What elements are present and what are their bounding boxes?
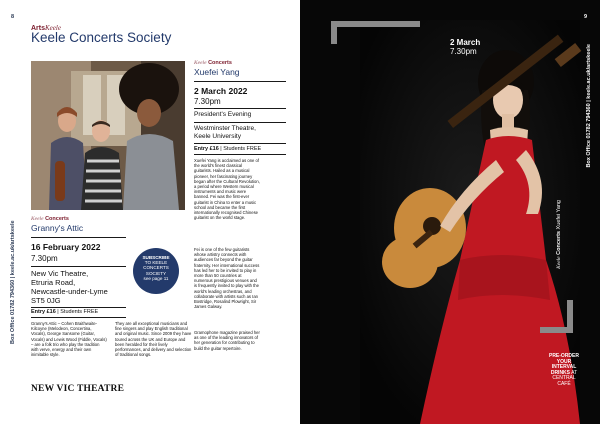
preorder-line: PRE-ORDER xyxy=(548,353,579,359)
subscribe-badge[interactable] xyxy=(133,248,179,294)
event-venue xyxy=(194,125,256,141)
divider xyxy=(194,108,286,109)
xuefei-yang-bio-1: Xuefei Yang is acclaimed as one of the world's finest classical guitarists. Hailed as a musical pioneer, her fascinating journey began after the Cultural Revolution, a period where Western musical instruments and music were banned. Fei was the first-ever guitarist in China to enter a music school and became the first internationally recognised Chinese guitarist on the world stage. xyxy=(194,158,260,221)
tag-concerts: Concerts xyxy=(45,216,69,222)
left-page-number: 8 xyxy=(11,14,15,20)
date-text: 2 March xyxy=(450,38,481,47)
venue-line: Westminster Theatre, xyxy=(194,125,256,132)
divider xyxy=(31,307,126,308)
venue-line: ST5 0JG xyxy=(31,296,61,305)
event-tag xyxy=(194,60,232,66)
left-side-strip: Box Office 01782 794360 | keele.ac.uk/artskeele xyxy=(10,220,16,344)
entry-students: | Students FREE xyxy=(57,309,99,315)
vertical-keele: Keele xyxy=(556,256,562,269)
preorder-line: CAFÉ xyxy=(557,380,571,387)
venue-line: New Vic Theatre, xyxy=(31,269,89,278)
event-entry xyxy=(31,309,98,315)
band-photo-art xyxy=(31,61,185,210)
subscribe-line: SOCIETY xyxy=(145,270,167,276)
entry-price: Entry £16 xyxy=(31,309,56,315)
venue-line: Newcastle-under-Lyme xyxy=(31,287,108,296)
brand-keele: Keele xyxy=(45,24,61,32)
band-photo xyxy=(31,61,185,210)
preorder-line: DRINKS xyxy=(550,369,570,376)
granny-attic-description-cont: They are all exceptional musicians and fine singers and play English traditional and original music. Since 2009 they have toured across the UK and Europe and been heralded for their lively performances, and delivery and selection of traditional songs. xyxy=(115,321,192,358)
divider xyxy=(194,122,286,123)
venue-line: Etruria Road, xyxy=(31,278,76,287)
new-vic-theatre-logo: NEW VIC THEATRE xyxy=(31,384,125,394)
divider xyxy=(194,143,286,144)
event-date: 2 March 2022 xyxy=(194,86,248,96)
entry-students: | Students FREE xyxy=(220,146,262,152)
xuefei-yang-bio-3: Gramophone magazine praised her as one of the leading innovators of her generation for contributing to build the guitar repertoire. xyxy=(194,330,260,351)
preorder-line: CENTRAL xyxy=(552,375,576,382)
divider xyxy=(31,237,126,238)
divider xyxy=(31,266,126,267)
page-title: Keele Concerts Society xyxy=(31,30,172,45)
tag-keele: Keele xyxy=(194,60,207,66)
divider xyxy=(194,81,286,82)
vertical-name: Xuefei Yang xyxy=(556,200,562,230)
preorder-line: INTERVAL xyxy=(551,364,577,371)
divider xyxy=(194,154,286,155)
time-text: 7.30pm xyxy=(450,47,477,56)
vertical-event-label xyxy=(556,200,562,269)
subscribe-line: TO KEELE xyxy=(144,260,168,266)
preorder-line: YOUR xyxy=(556,358,572,365)
right-side-strip: Box Office 01782 794360 | keele.ac.uk/artskeele xyxy=(586,44,592,168)
subscribe-line: SUBSCRIBE xyxy=(142,255,170,260)
right-page xyxy=(300,0,600,424)
event-time: 7.30pm xyxy=(31,254,58,263)
subscribe-line: CONCERTS xyxy=(143,265,169,271)
entry-price: Entry £16 xyxy=(194,146,219,152)
event-name: Xuefei Yang xyxy=(194,67,240,77)
event-entry xyxy=(194,146,261,152)
granny-attic-description: Granny's Attic – Cohen Braithwaite-Kilcoyne (Melodeon, Concertina, Vocals), George Sansome (Guitar, Vocals) and Lewis Wood (Fiddle, Vocals) – are a folk trio who play the tradition with verve, energy and their own inimitable style. xyxy=(31,321,107,358)
preorder-at: AT xyxy=(571,369,578,376)
venue-line: Keele University xyxy=(194,133,241,140)
event-venue xyxy=(31,269,108,305)
subscribe-line: see page 11 xyxy=(143,275,169,281)
event-occasion: President's Evening xyxy=(194,111,252,118)
brand-arts: Arts xyxy=(31,25,46,32)
event-date: 16 February 2022 xyxy=(31,242,101,252)
preorder-drinks-note xyxy=(532,354,596,388)
divider xyxy=(31,317,126,318)
right-page-number: 9 xyxy=(584,14,588,20)
performance-date xyxy=(450,38,480,56)
vertical-concerts: Concerts xyxy=(556,231,562,255)
xuefei-yang-bio-2: Fei is one of the few guitarists whose artistry connects with audiences far beyond the guitar fraternity. Her international success has led her to be invited to play in more than 50 countries at numerous prestigious venues and is frequently invited to play with the world's leading orchestras, and collaborate with artists such as Ian Bostridge, Rosalind Plowright, Sir James Galway. xyxy=(194,247,260,310)
tag-concerts: Concerts xyxy=(208,60,232,66)
event-name: Granny's Attic xyxy=(31,223,84,233)
event-tag xyxy=(31,216,69,222)
tag-keele: Keele xyxy=(31,216,44,222)
event-time: 7.30pm xyxy=(194,97,221,106)
